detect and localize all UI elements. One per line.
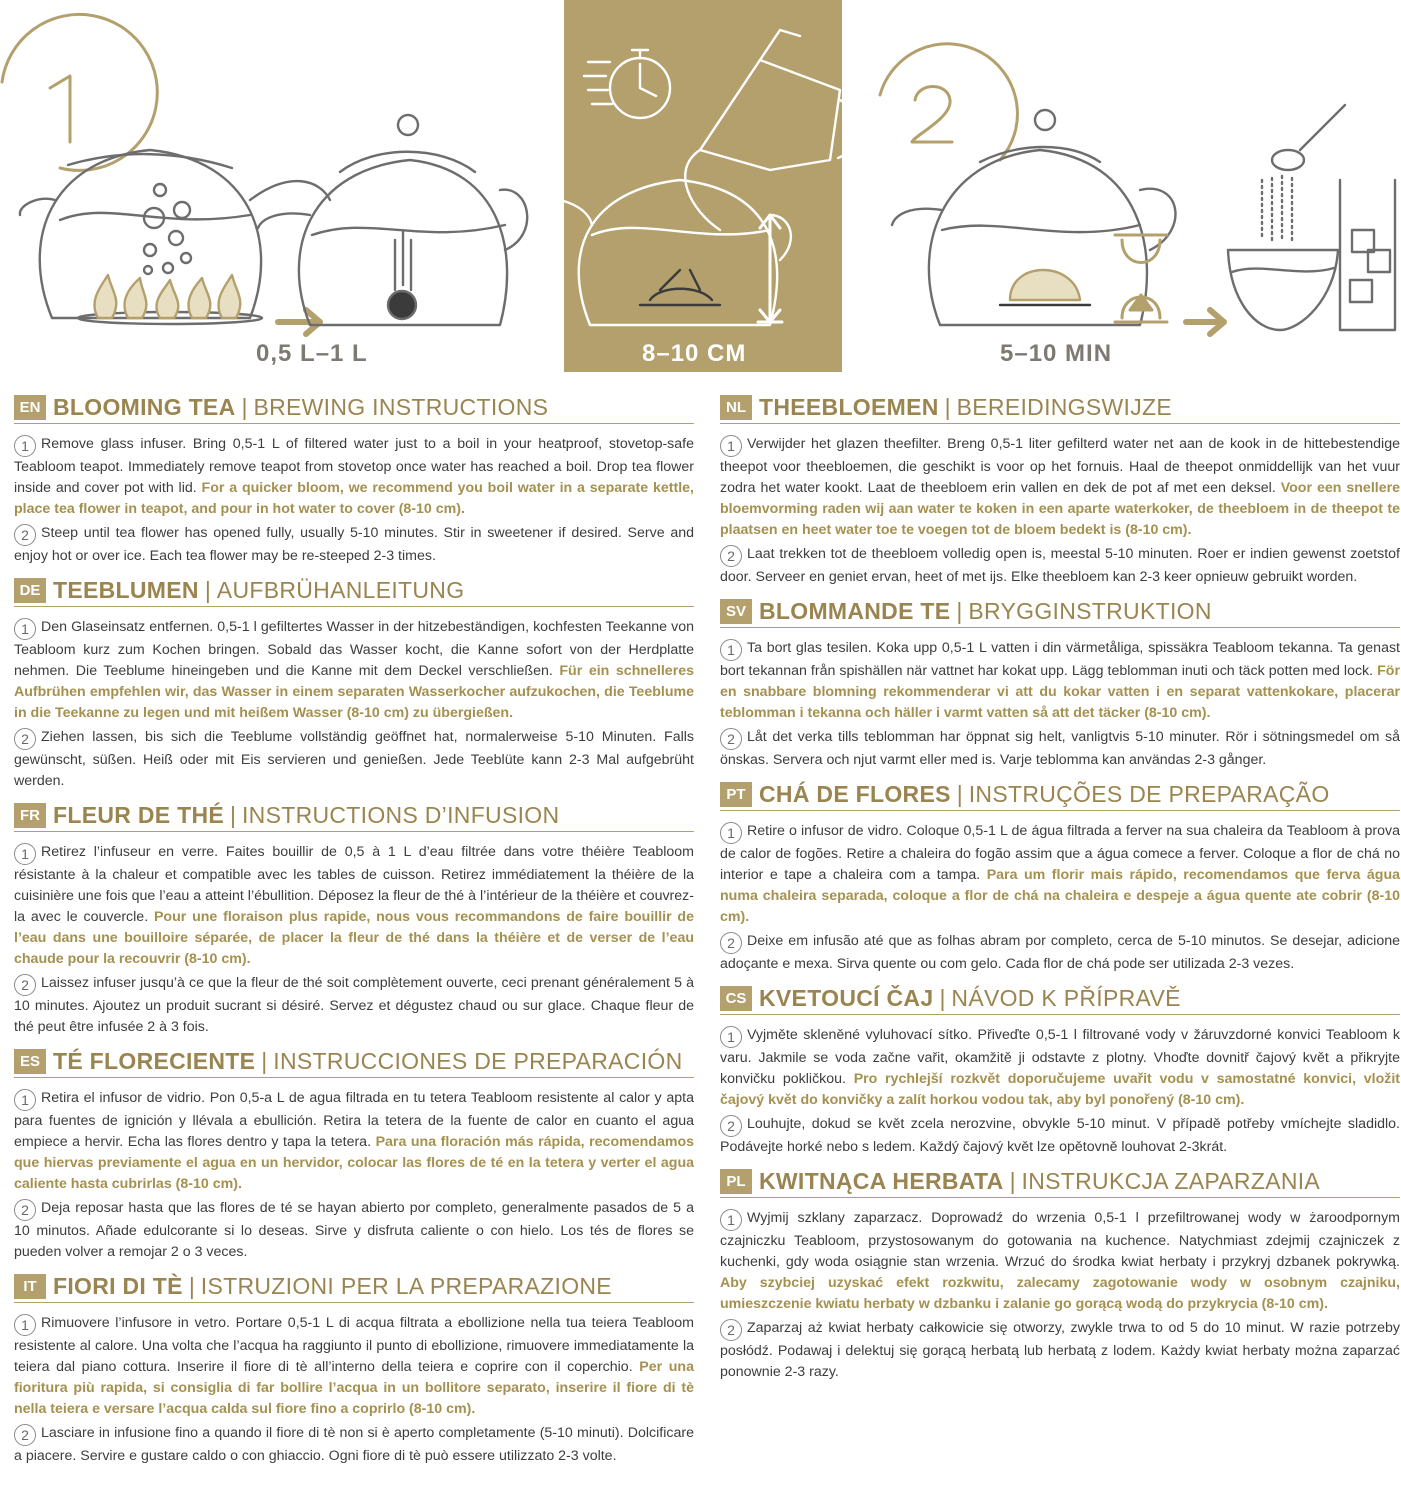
- step-text: Steep until tea flower has opened fully, usually 5-10 minutes. Stir in sweetener if desired. Serve and enjoy hot or over ice. Each tea flower may be re-steeped 2-3 times.: [14, 525, 694, 564]
- water-height-label: 8–10 CM: [642, 340, 747, 367]
- section-header: DE TEEBLUMEN | AUFBRÜHANLEITUNG: [14, 575, 694, 607]
- spoon-sugar-icon: [1262, 105, 1345, 240]
- step-text: Remove glass infuser. Bring 0,5-1 L of filtered water just to a boil in your heatproof, stovetop-safe Teabloom teapot. Immediately remove teapot from stovetop once water has reached a boil. Drop tea flower inside and cover pot with lid.: [14, 436, 694, 496]
- tip-text: Pro rychlejší rozkvět doporučujeme uvařit vodu v samostatné konvici, vložit čajový květ do konvičky a zalít horkou vodou tak, aby byl ponořený (8-10 cm).: [720, 1071, 1400, 1108]
- step-one-paragraph: [720, 434, 1400, 541]
- language-code-badge: PL: [720, 1169, 752, 1194]
- step-two-paragraph: [14, 727, 694, 792]
- step-text: Retira el infusor de vidrio. Pon 0,5-a L de agua filtrada en tu tetera Teabloom resistente al calor y apta para fuentes de ignición y llévala a ebullición. Retira la tetera de la fuente de calor en cuanto el agua empiece a hervir. Echa las flores dentro y tapa la tetera.: [14, 1090, 694, 1150]
- step-number-badge: 2: [14, 1424, 36, 1446]
- language-code-badge: CS: [720, 986, 752, 1011]
- language-code-badge: SV: [720, 599, 752, 624]
- section-header: IT FIORI DI TÈ | ISTRUZIONI PER LA PREPARAZIONE: [14, 1271, 694, 1303]
- flame-icon: [95, 275, 241, 318]
- step-one-paragraph: [720, 1208, 1400, 1315]
- section-sv: [720, 596, 1400, 771]
- step-number-badge: 1: [720, 435, 742, 457]
- section-title: KVETOUCÍ ČAJ: [759, 985, 934, 1011]
- step-text: Vyjměte skleněné vyluhovací sítko. Přiveďte 0,5-1 l filtrované vody v žáruvzdorné konvici Teabloom k varu. Jakmile se voda začne vařit, okamžitě ji odstavte z plotny. Vhoďte dovnitř čajový květ a přikryjte konvičku pokličkou.: [720, 1027, 1400, 1087]
- section-pl: [720, 1166, 1400, 1383]
- tip-text: Voor een snellere bloemvorming raden wij aan water te koken in een aparte waterkoker, de theebloem in de theepot te plaatsen en heet water toe te voegen tot de bloem bedekt is (8-10 cm).: [720, 480, 1400, 538]
- step-number-badge: 1: [720, 1026, 742, 1048]
- language-code-badge: ES: [14, 1049, 46, 1074]
- section-subtitle: BEREIDINGSWIJZE: [956, 394, 1172, 420]
- tip-text: Para una floración más rápida, recomendamos que hiervas previamente el agua en un hervidor, colocar las flores de té en la tetera y verter el agua caliente hasta cubrirlas (8-10 cm).: [14, 1134, 695, 1192]
- step-two-paragraph: [14, 523, 694, 567]
- step-number-badge: 1: [14, 1089, 36, 1111]
- language-code-badge: DE: [14, 578, 46, 603]
- section-title: BLOOMING TEA: [53, 394, 236, 420]
- step-two-paragraph: [720, 931, 1400, 975]
- section-title: THEEBLOEMEN: [759, 394, 939, 420]
- step-text: Låt det verka tills teblomman har öppnat sig helt, vanligtvis 5-10 minuter. Rör i sötningsmedel om så önskas. Servera och njut varmt eller med is. Varje teblomma kan användas 2-3 gånger.: [720, 729, 1400, 768]
- step-text: Deixe em infusão até que as folhas abram por completo, cerca de 5-10 minutos. Se desejar, adicione adoçante e mexa. Sirva quente ou com gelo. Cada flor de chá pode ser utilizada 2-3 vezes.: [720, 933, 1400, 972]
- step-two-paragraph: [14, 1198, 694, 1263]
- step-two-paragraph: [720, 1114, 1400, 1158]
- tip-text: Pour une floraison plus rapide, nous vous recommandons de faire bouillir de l’eau dans une bouilloire séparée, de placer la fleur de thé dans la théière et de verser de l’eau chaude pour la recouvrir (8-10 cm).: [14, 909, 694, 967]
- step-two-paragraph: [14, 1423, 694, 1467]
- iced-glass-icon: [1340, 180, 1395, 330]
- section-pt: [720, 779, 1400, 975]
- step-number-badge: 1: [14, 1314, 36, 1336]
- section-header: FR FLEUR DE THÉ | INSTRUCTIONS D’INFUSION: [14, 800, 694, 832]
- section-en: [14, 392, 694, 567]
- step-number-badge: 2: [720, 1115, 742, 1137]
- section-title: FLEUR DE THÉ: [53, 802, 224, 828]
- hourglass-icon: [1115, 235, 1167, 322]
- section-fr: [14, 800, 694, 1038]
- section-subtitle: BRYGGINSTRUKTION: [968, 598, 1212, 624]
- step-one-paragraph: [720, 1025, 1400, 1111]
- section-subtitle: BREWING INSTRUCTIONS: [253, 394, 549, 420]
- step-number-badge: 2: [720, 1319, 742, 1341]
- section-header: CS KVETOUCÍ ČAJ | NÁVOD K PŘÍPRAVĚ: [720, 983, 1400, 1015]
- step-text: Deja reposar hasta que las flores de té se hayan abierto por completo, generalmente pasados de 5 a 10 minutos. Añade edulcorante si lo deseas. Sirve y disfruta caliente o con hielo. Los tés de flores se pueden volver a remojar 2 o 3 veces.: [14, 1200, 694, 1260]
- step-text: Wyjmij szklany zaparzacz. Doprowadź do wrzenia 0,5-1 l przefiltrowanej wody w żaroodpornym czajniczku Teabloom, przystosowanym do gotowania na kuchence. Natychmiast zdejmij czajniczek z kuchenki, gdy woda osiągnie stan wrzenia. Wrzuć do środka kwiat herbaty i przykryj dzbanek pokrywką.: [720, 1210, 1400, 1270]
- step-number-badge: 1: [720, 822, 742, 844]
- step-two-icon: [880, 44, 1017, 160]
- section-title: BLOMMANDE TE: [759, 598, 951, 624]
- tip-text: För en snabbare blomning rekommenderar vi att du kokar vatten i en separat vattenkokare, placerar teblomman i tekanna och häller i varmt vatten så att det täcker (8-10 cm).: [720, 663, 1400, 721]
- section-subtitle: ISTRUZIONI PER LA PREPARAZIONE: [200, 1273, 612, 1299]
- section-de: [14, 575, 694, 792]
- teapot-tea-ball-icon: [258, 115, 527, 325]
- step-text: Verwijder het glazen theefilter. Breng 0,5-1 liter gefilterd water net aan de kook in de hittebestendige theepot voor theebloemen, die geschikt is voor op het fornuis. Haal de theepot onmiddellijk van het vuur zodra het water kookt. Laat de theebloem erin vallen en dek de pot af met een deksel.: [720, 436, 1400, 496]
- section-header: EN BLOOMING TEA | BREWING INSTRUCTIONS: [14, 392, 694, 424]
- section-subtitle: NÁVOD K PŘÍPRAVĚ: [951, 985, 1181, 1011]
- step-text: Ziehen lassen, bis sich die Teeblume vollständig geöffnet hat, normalerweise 5-10 Minuten. Falls gewünscht, süßen. Heiß oder mit Eis servieren und genießen. Jede Teeblüte kann 2-3 Mal aufgebrüht werden.: [14, 729, 694, 789]
- section-title: TEEBLUMEN: [53, 577, 199, 603]
- section-cs: [720, 983, 1400, 1158]
- section-header: ES TÉ FLORECIENTE | INSTRUCCIONES DE PREPARACIÓN: [14, 1046, 694, 1078]
- section-es: [14, 1046, 694, 1263]
- step-two-paragraph: [720, 1318, 1400, 1383]
- language-code-badge: NL: [720, 395, 752, 420]
- tip-text: Für ein schnelleres Aufbrühen empfehlen wir, das Wasser in einem separaten Wasserkocher aufzukochen, die Teeblume in die Teekanne zu legen und mit heißem Wasser (8-10 cm) zu übergießen.: [14, 663, 694, 721]
- section-subtitle: AUFBRÜHANLEITUNG: [216, 577, 465, 603]
- step-number-badge: 2: [14, 1199, 36, 1221]
- stopwatch-icon: [584, 50, 670, 118]
- step-text: Louhujte, dokud se květ zcela nerozvine, obvykle 5-10 minut. V případě potřeby vmíchejte sladidlo. Podávejte horké nebo s ledem. Každý čajový květ lze opětovně louhovat 2-3krát.: [720, 1116, 1400, 1155]
- step-two-paragraph: [720, 727, 1400, 771]
- step-text: Den Glaseinsatz entfernen. 0,5-1 l gefiltertes Wasser in der hitzebeständigen, kochfesten Teekanne von Teabloom kurz zum Kochen bringen. Sobald das Wasser kocht, die Kanne sofort von der Herdplatte nehmen. Die Teeblume hineingeben und die Kanne mit dem Deckel verschließen.: [14, 619, 694, 679]
- step-text: Lasciare in infusione fino a quando il fiore di tè non si è aperto completamente (5-10 minuti). Dolcificare a piacere. Servire e gustare caldo o con ghiaccio. Ogni fiore di tè può essere utilizzato 2-3 volte.: [14, 1425, 694, 1464]
- brewing-steps-illustration: [0, 0, 1401, 375]
- section-title: KWITNĄCA HERBATA: [759, 1168, 1004, 1194]
- step-text: Laissez infuser jusqu’à ce que la fleur de thé soit complètement ouverte, ceci prenant généralement 5 à 10 minutes. Ajoutez un produit sucrant si désiré. Servez et dégustez chaud ou sur glace. Chaque fleur de thé peut être infusée 2 à 3 fois.: [14, 975, 694, 1035]
- illustration-band: [0, 0, 1401, 375]
- step-text: Retire o infusor de vidro. Coloque 0,5-1 L de água filtrada a ferver na sua chaleira da Teabloom à prova de calor de fogões. Retire a chaleira do fogão assim que a água comece a ferver. Coloque a flor de chá no interior e tape a chaleira com a tampa.: [720, 823, 1400, 883]
- language-code-badge: FR: [14, 803, 46, 828]
- left-column: [14, 392, 694, 1475]
- section-title: CHÁ DE FLORES: [759, 781, 951, 807]
- section-header: SV BLOMMANDE TE | BRYGGINSTRUKTION: [720, 596, 1400, 628]
- language-code-badge: IT: [14, 1274, 46, 1299]
- water-amount-label: 0,5 L–1 L: [256, 340, 368, 367]
- step-one-paragraph: [14, 434, 694, 520]
- section-nl: [720, 392, 1400, 588]
- language-code-badge: PT: [720, 782, 752, 807]
- section-title: FIORI DI TÈ: [53, 1273, 183, 1299]
- teapot-bloom-icon: [560, 180, 791, 325]
- step-text: Rimuovere l’infusore in vetro. Portare 0,5-1 L di acqua filtrata a ebollizione nella tua teiera Teabloom resistente al calore. Una volta che l’acqua ha raggiunto il punto di ebollizione, rimuovere immediatamente la teiera dal piano cottura. Inserire il fiore di tè all’interno della teiera e coprire con il coperchio.: [14, 1315, 694, 1375]
- step-number-badge: 2: [720, 728, 742, 750]
- arrow-right-icon: [1186, 310, 1224, 334]
- kettle-pour-icon: [685, 30, 855, 230]
- section-header: NL THEEBLOEMEN | BEREIDINGSWIJZE: [720, 392, 1400, 424]
- step-one-paragraph: [14, 842, 694, 970]
- section-title: TÉ FLORECIENTE: [53, 1048, 256, 1074]
- section-subtitle: INSTRUCCIONES DE PREPARACIÓN: [273, 1048, 683, 1074]
- step-one-paragraph: [720, 638, 1400, 724]
- step-two-paragraph: [720, 544, 1400, 588]
- step-number-badge: 2: [14, 524, 36, 546]
- step-one-paragraph: [14, 1313, 694, 1420]
- step-number-badge: 2: [720, 932, 742, 954]
- tip-text: Para um florir mais rápido, recomendamos que ferva água numa chaleira separada, coloque a flor de chá na chaleira e despeje a água quente ate cobrir (8-10 cm).: [720, 867, 1401, 925]
- section-subtitle: INSTRUCTIONS D’INFUSION: [241, 802, 560, 828]
- step-number-badge: 2: [720, 545, 742, 567]
- steep-time-label: 5–10 MIN: [1000, 340, 1113, 367]
- tip-text: For a quicker bloom, we recommend you boil water in a separate kettle, place tea flower in teapot, and pour in hot water to cover (8-10 cm).: [14, 480, 694, 517]
- tip-text: Aby szybciej uzyskać efekt rozkwitu, zalecamy zagotowanie wody w osobnym czajniku, umieszczenie kwiatu herbaty w dzbanku i zalanie go gorącą wodą do przykrycia (8-10 cm).: [720, 1275, 1400, 1312]
- step-number-badge: 1: [14, 435, 36, 457]
- step-one-paragraph: [14, 1088, 694, 1195]
- section-header: PL KWITNĄCA HERBATA | INSTRUKCJA ZAPARZANIA: [720, 1166, 1400, 1198]
- arrow-right-icon: [278, 310, 320, 334]
- step-text: Laat trekken tot de theebloem volledig open is, meestal 5-10 minuten. Roer er indien gewenst zoetstof door. Serveer en geniet ervan, heet of met ijs. Elke theebloem kan 2-3 keer opnieuw gebruikt worden.: [720, 546, 1400, 585]
- step-number-badge: 1: [14, 618, 36, 640]
- step-text: Zaparzaj aż kwiat herbaty całkowicie się otworzy, zwykle trwa to od 5 do 10 minut. W razie potrzeby posłódź. Podawaj i delektuj się gorącą herbatą lub herbatą z lodem. Każdy kwiat herbaty można zaparzać ponownie 2-3 razy.: [720, 1320, 1400, 1380]
- step-number-badge: 1: [720, 1209, 742, 1231]
- step-number-badge: 2: [14, 728, 36, 750]
- step-one-icon: [2, 14, 157, 170]
- bowl-icon: [1228, 250, 1338, 330]
- step-text: Retirez l’infuseur en verre. Faites bouillir de 0,5 à 1 L d’eau filtrée dans votre théière Teabloom résistante à la chaleur et compatible avec les tables de cuisson. Retirez immédiatement la théière de la cuisinière une fois que l’eau a atteint l’ébullition. Déposez la fleur de thé à l’intérieur de la théière et couvrez-la avec le couvercle.: [14, 844, 694, 925]
- step-one-paragraph: [14, 617, 694, 724]
- step-number-badge: 1: [14, 843, 36, 865]
- step-one-paragraph: [720, 821, 1400, 928]
- section-header: PT CHÁ DE FLORES | INSTRUÇÕES DE PREPARAÇÃO: [720, 779, 1400, 811]
- step-two-paragraph: [14, 973, 694, 1038]
- section-it: [14, 1271, 694, 1467]
- section-subtitle: INSTRUKCJA ZAPARZANIA: [1021, 1168, 1321, 1194]
- tip-text: Per una fioritura più rapida, si consiglia di far bollire l’acqua in un bollitore separato, inserire il fiore di tè nella teiera e versare l’acqua calda sul fiore fino a coprirlo (8-10 cm).: [14, 1359, 694, 1417]
- step-text: Ta bort glas tesilen. Koka upp 0,5-1 L vatten i din värmetåliga, spissäkra Teabloom tekanna. Ta genast bort tekannan från spishällen när vattnet har kokat upp. Lägg teblomman inuti och täck potten med lock.: [720, 640, 1400, 679]
- section-subtitle: INSTRUÇÕES DE PREPARAÇÃO: [968, 781, 1330, 807]
- right-column: [720, 392, 1400, 1391]
- language-code-badge: EN: [14, 395, 46, 420]
- step-number-badge: 1: [720, 639, 742, 661]
- step-number-badge: 2: [14, 974, 36, 996]
